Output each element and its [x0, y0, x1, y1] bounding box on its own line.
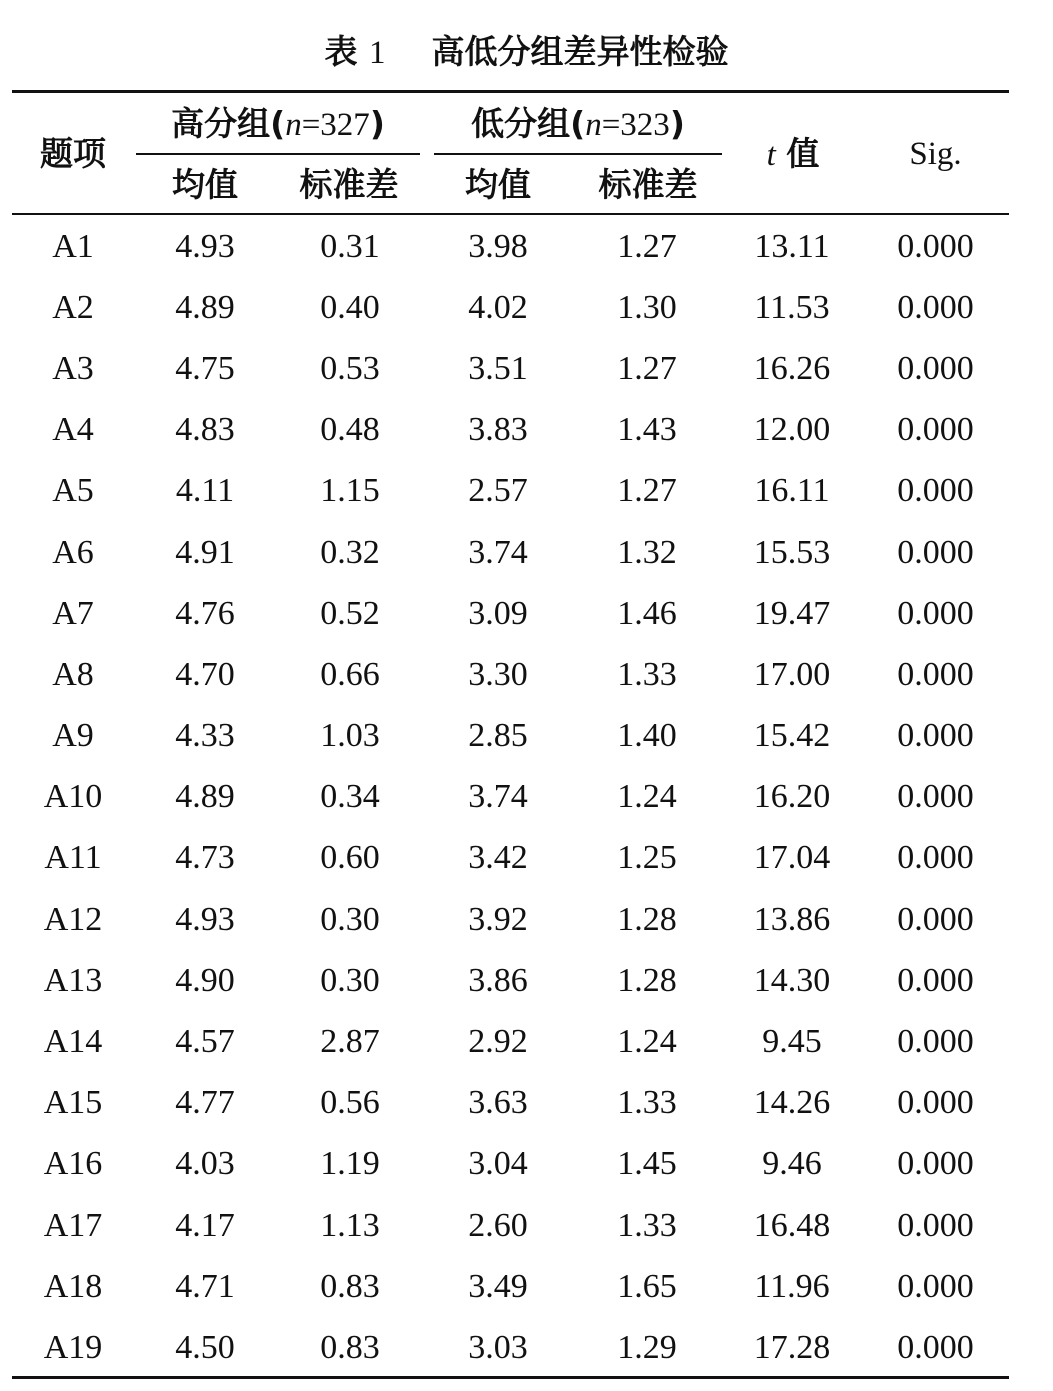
high-mean-cell: 4.33: [175, 717, 235, 755]
table-caption: [0, 22, 1053, 83]
low-mean-cell: 3.83: [468, 411, 528, 449]
low-mean-cell: 2.92: [468, 1023, 528, 1061]
table-row: [12, 706, 1009, 767]
sig-cell: 0.000: [897, 1145, 974, 1183]
item-cell: A10: [43, 778, 103, 816]
header-low-group: [434, 94, 722, 155]
high-sd-cell: 1.13: [320, 1206, 380, 1244]
header-high-group: [136, 94, 420, 155]
high-mean-cell: 4.93: [175, 900, 235, 938]
t-value-cell: 19.47: [753, 594, 831, 632]
t-value-cell: 15.42: [753, 717, 831, 755]
t-value-cell: 16.26: [753, 349, 831, 387]
low-sd-cell: 1.25: [617, 839, 677, 877]
item-cell: A17: [43, 1206, 103, 1244]
high-sd-cell: 0.48: [320, 411, 380, 449]
low-mean-cell: 3.74: [468, 533, 528, 571]
high-sd-cell: 0.32: [320, 533, 380, 571]
item-cell: A5: [52, 472, 94, 510]
table-body: [12, 216, 1009, 1379]
item-cell: A8: [52, 655, 94, 693]
item-cell: A14: [43, 1023, 103, 1061]
sig-cell: 0.000: [897, 533, 974, 571]
low-sd-cell: 1.43: [617, 411, 677, 449]
high-sd-cell: 1.19: [320, 1145, 380, 1183]
high-mean-cell: 4.90: [175, 961, 235, 999]
table-row: [12, 1073, 1009, 1134]
sig-cell: 0.000: [897, 778, 974, 816]
low-mean-cell: 3.92: [468, 900, 528, 938]
top-rule: [12, 90, 1009, 93]
low-sd-cell: 1.33: [617, 1206, 677, 1244]
low-mean-cell: 3.98: [468, 227, 528, 265]
item-cell: A7: [52, 594, 94, 632]
low-group-n-symbol: n: [585, 107, 602, 143]
table-row: [12, 1134, 1009, 1195]
t-value-cell: 17.04: [753, 839, 831, 877]
t-label: 值: [786, 134, 820, 173]
t-value-cell: 13.86: [753, 900, 831, 938]
header-high-sd: 标准差: [299, 165, 399, 204]
sig-cell: 0.000: [897, 1267, 974, 1305]
high-sd-cell: 1.03: [320, 717, 380, 755]
low-sd-cell: 1.27: [617, 349, 677, 387]
high-mean-cell: 4.77: [175, 1084, 235, 1122]
high-mean-cell: 4.75: [175, 349, 235, 387]
header-rule: [12, 213, 1009, 215]
item-cell: A13: [43, 961, 103, 999]
table-row: [12, 950, 1009, 1011]
data-table: [12, 216, 1009, 1379]
table-row: [12, 1195, 1009, 1256]
low-sd-cell: 1.29: [617, 1328, 677, 1366]
sig-cell: 0.000: [897, 472, 974, 510]
low-sd-cell: 1.32: [617, 533, 677, 571]
high-mean-cell: 4.91: [175, 533, 235, 571]
low-group-close: ): [669, 104, 685, 143]
t-value-cell: 9.46: [762, 1145, 822, 1183]
sig-cell: 0.000: [897, 839, 974, 877]
low-mean-cell: 3.63: [468, 1084, 528, 1122]
high-sd-cell: 0.31: [320, 227, 380, 265]
table-row: [12, 400, 1009, 461]
low-mean-cell: 3.30: [468, 655, 528, 693]
header-high-mean: 均值: [172, 165, 238, 204]
high-mean-cell: 4.70: [175, 655, 235, 693]
t-value-cell: 14.26: [753, 1084, 831, 1122]
table-row: [12, 277, 1009, 338]
t-value-cell: 16.20: [753, 778, 831, 816]
table-row: [12, 1256, 1009, 1317]
item-cell: A6: [52, 533, 94, 571]
sig-cell: 0.000: [897, 1328, 974, 1366]
high-mean-cell: 4.57: [175, 1023, 235, 1061]
table-row: [12, 522, 1009, 583]
t-value-cell: 17.00: [753, 655, 831, 693]
high-mean-cell: 4.03: [175, 1145, 235, 1183]
low-sd-cell: 1.33: [617, 655, 677, 693]
sig-cell: 0.000: [897, 717, 974, 755]
high-sd-cell: 0.34: [320, 778, 380, 816]
sig-cell: 0.000: [897, 900, 974, 938]
high-sd-cell: 0.30: [320, 900, 380, 938]
high-sd-cell: 2.87: [320, 1023, 380, 1061]
low-sd-cell: 1.33: [617, 1084, 677, 1122]
low-mean-cell: 2.60: [468, 1206, 528, 1244]
low-mean-cell: 3.09: [468, 594, 528, 632]
low-mean-cell: 3.74: [468, 778, 528, 816]
caption-number: 1: [369, 35, 386, 71]
item-cell: A12: [43, 900, 103, 938]
header-low-mean: 均值: [465, 165, 531, 204]
sig-cell: 0.000: [897, 594, 974, 632]
item-cell: A16: [43, 1145, 103, 1183]
table-row: [12, 767, 1009, 828]
t-value-cell: 14.30: [753, 961, 831, 999]
low-group-label: 低分组(: [471, 104, 586, 143]
high-sd-cell: 0.52: [320, 594, 380, 632]
header-low-sd: 标准差: [598, 165, 698, 204]
table-row: [12, 583, 1009, 644]
header-t-value: [724, 124, 862, 185]
item-cell: A19: [43, 1328, 103, 1366]
high-sd-cell: 0.53: [320, 349, 380, 387]
low-mean-cell: 3.03: [468, 1328, 528, 1366]
t-value-cell: 11.53: [754, 288, 830, 326]
sig-cell: 0.000: [897, 349, 974, 387]
high-mean-cell: 4.89: [175, 288, 235, 326]
high-sd-cell: 0.83: [320, 1328, 380, 1366]
header-sig: Sig.: [909, 136, 962, 172]
sig-cell: 0.000: [897, 1206, 974, 1244]
low-sd-cell: 1.24: [617, 1023, 677, 1061]
sig-cell: 0.000: [897, 655, 974, 693]
low-mean-cell: 2.57: [468, 472, 528, 510]
low-mean-cell: 3.49: [468, 1267, 528, 1305]
item-cell: A4: [52, 411, 94, 449]
item-cell: A2: [52, 288, 94, 326]
low-group-n-value: =323: [601, 107, 670, 143]
caption-title: 高低分组差异性检验: [431, 32, 729, 71]
low-sd-cell: 1.28: [617, 900, 677, 938]
t-value-cell: 12.00: [753, 411, 831, 449]
high-sd-cell: 0.83: [320, 1267, 380, 1305]
low-sd-cell: 1.40: [617, 717, 677, 755]
high-sd-cell: 0.56: [320, 1084, 380, 1122]
low-sd-cell: 1.45: [617, 1145, 677, 1183]
low-sd-cell: 1.28: [617, 961, 677, 999]
sig-cell: 0.000: [897, 227, 974, 265]
low-mean-cell: 4.02: [468, 288, 528, 326]
high-group-close: ): [369, 104, 385, 143]
high-sd-cell: 0.66: [320, 655, 380, 693]
table-row: [12, 644, 1009, 705]
table-row: [12, 828, 1009, 889]
item-cell: A3: [52, 349, 94, 387]
t-value-cell: 17.28: [753, 1328, 831, 1366]
t-symbol: t: [766, 137, 776, 173]
low-mean-cell: 3.42: [468, 839, 528, 877]
high-group-n-symbol: n: [285, 107, 302, 143]
low-sd-cell: 1.46: [617, 594, 677, 632]
high-mean-cell: 4.71: [175, 1267, 235, 1305]
table-row: [12, 461, 1009, 522]
t-value-cell: 15.53: [753, 533, 831, 571]
low-mean-cell: 3.86: [468, 961, 528, 999]
low-mean-cell: 2.85: [468, 717, 528, 755]
header-item: 题项: [40, 134, 106, 173]
sig-cell: 0.000: [897, 411, 974, 449]
t-value-cell: 16.11: [754, 472, 830, 510]
low-mean-cell: 3.51: [468, 349, 528, 387]
high-mean-cell: 4.17: [175, 1206, 235, 1244]
high-mean-cell: 4.93: [175, 227, 235, 265]
high-mean-cell: 4.50: [175, 1328, 235, 1366]
low-sd-cell: 1.30: [617, 288, 677, 326]
high-sd-cell: 0.60: [320, 839, 380, 877]
t-value-cell: 11.96: [754, 1267, 830, 1305]
caption-label: 表: [324, 32, 358, 71]
item-cell: A15: [43, 1084, 103, 1122]
sig-cell: 0.000: [897, 1023, 974, 1061]
item-cell: A9: [52, 717, 94, 755]
low-sd-cell: 1.27: [617, 472, 677, 510]
item-cell: A11: [44, 839, 102, 877]
low-sd-cell: 1.65: [617, 1267, 677, 1305]
table-row: [12, 889, 1009, 950]
high-mean-cell: 4.76: [175, 594, 235, 632]
item-cell: A1: [52, 227, 94, 265]
item-cell: A18: [43, 1267, 103, 1305]
t-value-cell: 9.45: [762, 1023, 822, 1061]
t-value-cell: 16.48: [753, 1206, 831, 1244]
bottom-rule: [12, 1376, 1009, 1379]
high-mean-cell: 4.89: [175, 778, 235, 816]
table-row: [12, 338, 1009, 399]
high-group-label: 高分组(: [171, 104, 286, 143]
low-sd-cell: 1.24: [617, 778, 677, 816]
sig-cell: 0.000: [897, 961, 974, 999]
high-mean-cell: 4.83: [175, 411, 235, 449]
table-row: [12, 1011, 1009, 1072]
high-mean-cell: 4.73: [175, 839, 235, 877]
table-row: [12, 216, 1009, 277]
t-value-cell: 13.11: [754, 227, 830, 265]
high-sd-cell: 0.30: [320, 961, 380, 999]
high-mean-cell: 4.11: [175, 472, 235, 510]
low-mean-cell: 3.04: [468, 1145, 528, 1183]
high-sd-cell: 1.15: [320, 472, 380, 510]
sig-cell: 0.000: [897, 1084, 974, 1122]
low-sd-cell: 1.27: [617, 227, 677, 265]
high-group-n-value: =327: [301, 107, 370, 143]
sig-cell: 0.000: [897, 288, 974, 326]
high-sd-cell: 0.40: [320, 288, 380, 326]
table-row: [12, 1317, 1009, 1378]
